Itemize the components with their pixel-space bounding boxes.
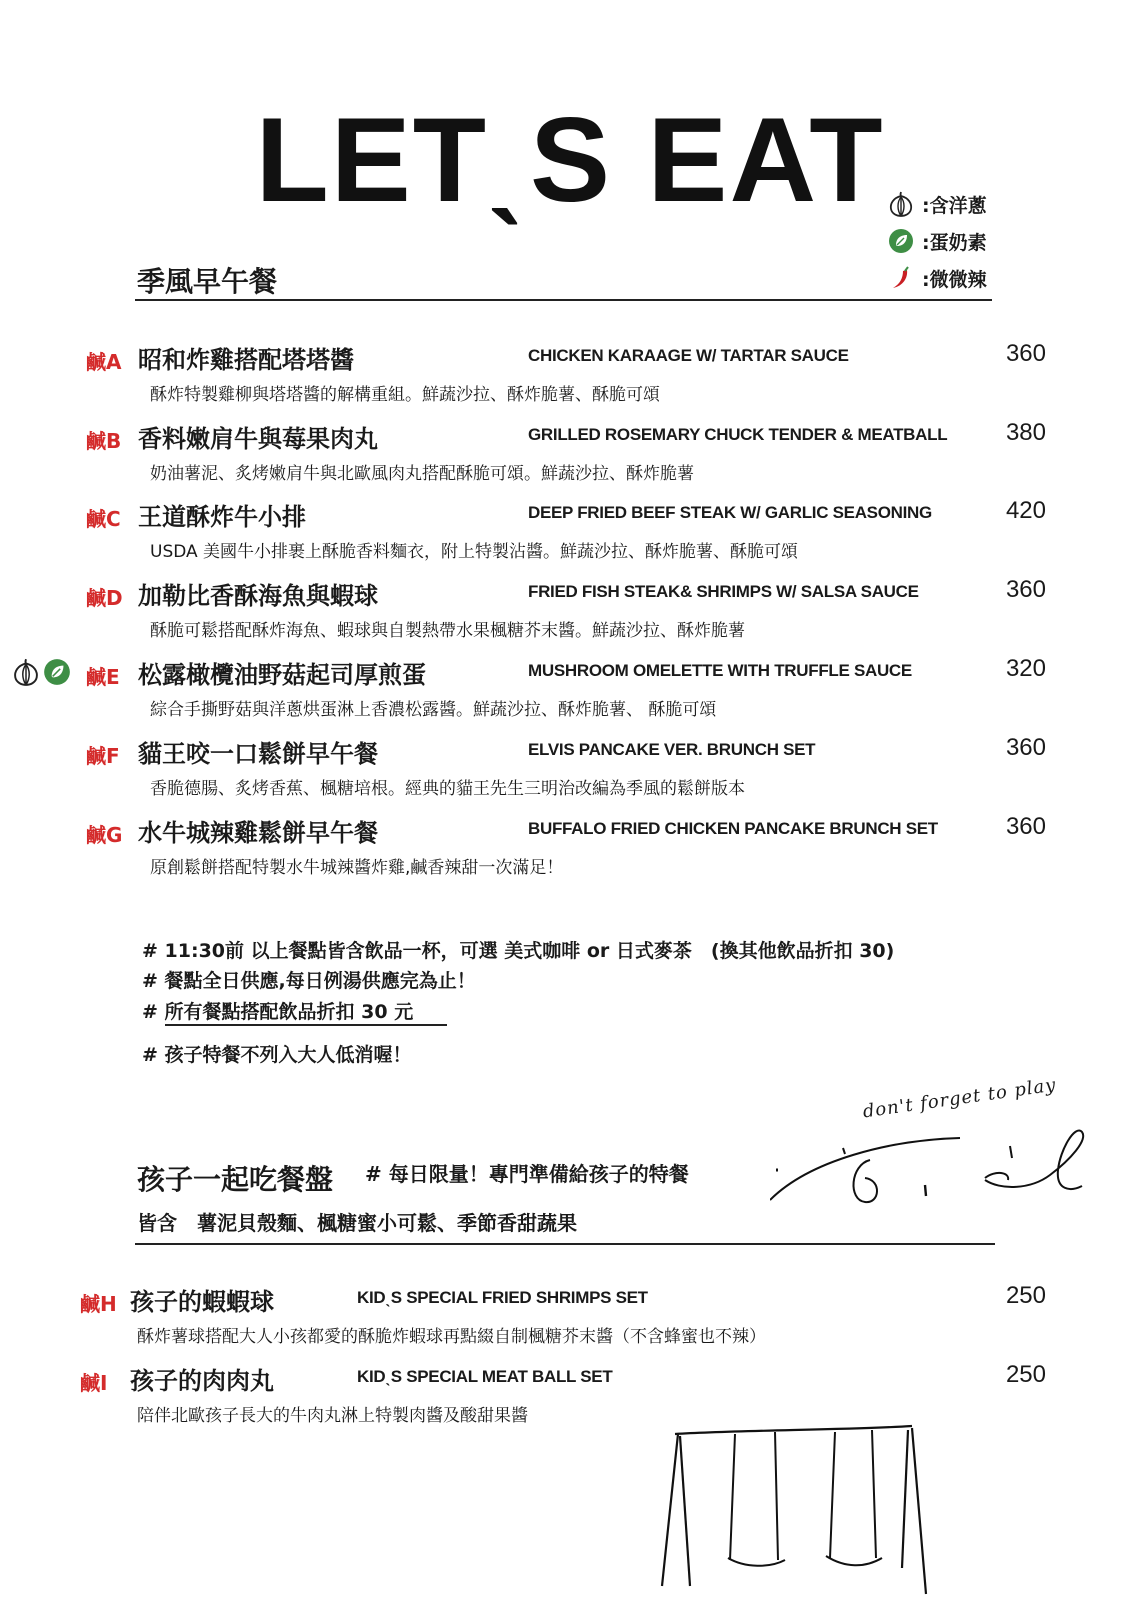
item-name-en: MUSHROOM OMELETTE WITH TRUFFLE SAUCE <box>528 661 912 680</box>
legend-onion <box>886 190 987 218</box>
note-underline <box>165 1024 447 1026</box>
item-description: 奶油薯泥、炙烤嫩肩牛與北歐風肉丸搭配酥脆可頌。鮮蔬沙拉、酥炸脆薯 <box>150 464 694 484</box>
item-code: 鹹E <box>86 665 120 689</box>
legend-spicy <box>886 264 987 292</box>
item-code: 鹹A <box>86 350 122 374</box>
section-title-brunch: 季風早午餐 <box>137 265 278 298</box>
doodle-swirl <box>770 1120 1100 1220</box>
vegetarian-leaf-icon <box>42 657 72 691</box>
legend-spicy-label: :微微辣 <box>922 268 987 291</box>
item-price: 380 <box>1005 419 1046 446</box>
item-name-en: ELVIS PANCAKE VER. BRUNCH SET <box>528 740 816 759</box>
item-name-en: FRIED FISH STEAK& SHRIMPS W/ SALSA SAUCE <box>528 582 919 601</box>
item-code: 鹹H <box>80 1292 117 1316</box>
item-price: 360 <box>1005 734 1046 761</box>
item-code: 鹹C <box>86 507 121 531</box>
menu-item <box>0 576 1140 654</box>
item-name-zh: 松露橄欖油野菇起司厚煎蛋 <box>138 661 426 689</box>
menu-item <box>0 813 1140 891</box>
item-price: 320 <box>1005 655 1046 682</box>
menu-item <box>0 340 1140 418</box>
menu-item <box>0 497 1140 575</box>
chili-pepper-icon <box>886 264 916 292</box>
item-name-zh: 昭和炸雞搭配塔塔醬 <box>138 346 354 374</box>
menu-item <box>0 1361 1140 1439</box>
item-code: 鹹B <box>86 429 122 453</box>
menu-item <box>0 734 1140 812</box>
item-name-zh: 加勒比香酥海魚與蝦球 <box>138 582 378 610</box>
item-code: 鹹I <box>80 1371 108 1395</box>
onion-icon <box>886 190 916 218</box>
item-name-zh: 水牛城辣雞鬆餅早午餐 <box>138 819 378 847</box>
item-price: 250 <box>1005 1282 1046 1309</box>
note-all-day: # 餐點全日供應,每日例湯供應完為止！ <box>142 970 476 992</box>
legend-vegetarian <box>886 227 987 255</box>
item-name-zh: 貓王咬一口鬆餅早午餐 <box>138 740 378 768</box>
item-name-zh: 王道酥炸牛小排 <box>138 503 306 531</box>
kids-subtitle: # 每日限量！專門準備給孩子的特餐 <box>365 1162 689 1186</box>
item-description: 酥炸特製雞柳與塔塔醬的解構重組。鮮蔬沙拉、酥炸脆薯、酥脆可頌 <box>150 385 660 405</box>
item-code: 鹹D <box>86 586 123 610</box>
legend-vegetarian-label: :蛋奶素 <box>922 231 987 254</box>
swing-set-drawing <box>650 1418 930 1598</box>
section-divider <box>135 1243 995 1245</box>
item-name-en: KIDˎS SPECIAL MEAT BALL SET <box>357 1367 613 1386</box>
onion-icon <box>12 657 40 691</box>
menu-item <box>0 655 1140 733</box>
legend-onion-label: :含洋蔥 <box>922 194 987 217</box>
item-description: 綜合手撕野菇與洋蔥烘蛋淋上香濃松露醬。鮮蔬沙拉、酥炸脆薯、 酥脆可頌 <box>150 700 717 720</box>
item-description: USDA 美國牛小排裹上酥脆香料麵衣，附上特製沾醬。鮮蔬沙拉、酥炸脆薯、酥脆可頌 <box>150 542 799 562</box>
item-name-zh: 孩子的蝦蝦球 <box>130 1288 274 1316</box>
item-description: 香脆德腸、炙烤香蕉、楓糖培根。經典的貓王先生三明治改編為季風的鬆餅版本 <box>150 779 745 799</box>
item-code: 鹹F <box>86 744 120 768</box>
menu-item <box>0 1282 1140 1360</box>
item-description: 原創鬆餅搭配特製水牛城辣醬炸雞,鹹香辣甜一次滿足！ <box>150 858 564 878</box>
item-name-en: DEEP FRIED BEEF STEAK W/ GARLIC SEASONING <box>528 503 932 522</box>
kids-includes: 皆含 薯泥貝殼麵、楓糖蜜小可鬆、季節香甜蔬果 <box>137 1211 577 1235</box>
item-name-zh: 香料嫩肩牛與莓果肉丸 <box>138 425 378 453</box>
item-price: 360 <box>1005 576 1046 603</box>
section-title-kids: 孩子一起吃餐盤 <box>137 1163 334 1196</box>
item-price: 360 <box>1005 340 1046 367</box>
section-divider <box>135 299 992 301</box>
note-discount: # 所有餐點搭配飲品折扣 30 元 <box>142 1001 414 1023</box>
note-kids: # 孩子特餐不列入大人低消喔！ <box>142 1044 412 1066</box>
item-name-zh: 孩子的肉肉丸 <box>130 1367 274 1395</box>
item-price: 250 <box>1005 1361 1046 1388</box>
item-price: 420 <box>1005 497 1046 524</box>
item-name-en: KIDˎS SPECIAL FRIED SHRIMPS SET <box>357 1288 648 1307</box>
item-name-en: GRILLED ROSEMARY CHUCK TENDER & MEATBALL <box>528 425 948 444</box>
item-description: 陪伴北歐孩子長大的牛肉丸淋上特製肉醬及酸甜果醬 <box>137 1406 528 1426</box>
menu-title: LETˎS EAT <box>255 93 885 227</box>
item-price: 360 <box>1005 813 1046 840</box>
menu-item <box>0 419 1140 497</box>
handwritten-note: don't forget to play <box>861 1074 1058 1123</box>
item-name-en: CHICKEN KARAAGE W/ TARTAR SAUCE <box>528 346 849 365</box>
item-description: 酥炸薯球搭配大人小孩都愛的酥脆炸蝦球再點綴自制楓糖芥末醬（不含蜂蜜也不辣） <box>137 1327 766 1347</box>
note-drink: # 11:30前 以上餐點皆含飲品一杯，可選 美式咖啡 or 日式麥茶 (換其他飲品折扣 30) <box>142 940 895 962</box>
vegetarian-leaf-icon <box>886 227 916 255</box>
item-name-en: BUFFALO FRIED CHICKEN PANCAKE BRUNCH SET <box>528 819 938 838</box>
item-code: 鹹G <box>86 823 123 847</box>
item-description: 酥脆可鬆搭配酥炸海魚、蝦球與自製熱帶水果楓糖芥末醬。鮮蔬沙拉、酥炸脆薯 <box>150 621 745 641</box>
